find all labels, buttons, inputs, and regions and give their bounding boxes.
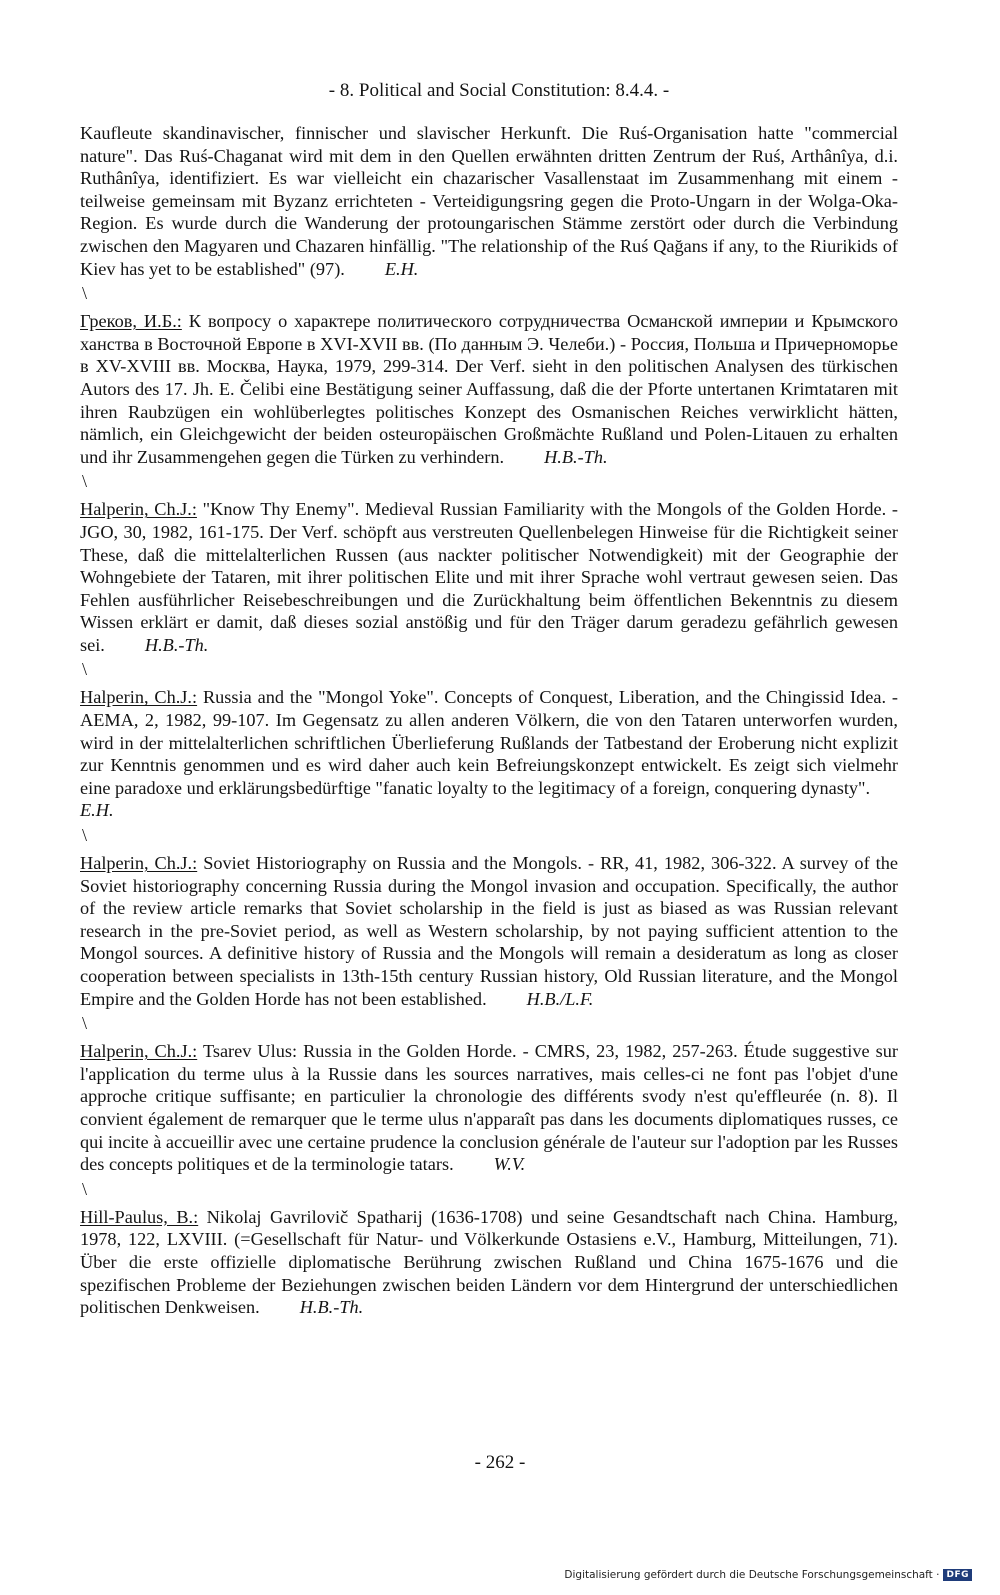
document-page bbox=[80, 80, 898, 1319]
entry-separator: \ bbox=[82, 825, 88, 846]
dfg-logo: DFG bbox=[943, 1569, 972, 1581]
intro-reviewer: E.H. bbox=[384, 258, 419, 279]
bibliography-entry-1 bbox=[80, 310, 898, 468]
footer-text: Digitalisierung gefördert durch die Deutsche Forschungsgemeinschaft · bbox=[564, 1569, 940, 1581]
bibliography-entry-3 bbox=[80, 686, 898, 822]
bibliography-entry-2 bbox=[80, 498, 898, 656]
entry-author: Hill-Paulus, B.: bbox=[80, 1206, 199, 1227]
entry-separator: \ bbox=[82, 659, 88, 680]
entry-author: Halperin, Ch.J.: bbox=[80, 853, 198, 874]
bibliography-entry-6 bbox=[80, 1206, 898, 1319]
entry-separator: \ bbox=[82, 283, 88, 304]
page-number: - 262 - bbox=[474, 1452, 526, 1473]
entry-text: К вопросу о характере политического сотрудничества Османской империи и Крымского ханства в Восточной Европе в XVI-XVII вв. (По данным Э. Челеби.) - Россия, Польша и Причерноморье в XV-XVIII вв. Москва, Наука, 1979, 299-314. Der Verf. sieht in den politischen Analysen des türkischen Autors des 17. Jh. E. Čelibi eine Bestätigung seiner Auffassung, daß die der Pforte untertanen Krimtataren mit ihren Raubzügen ein wohlüberlegtes politisches Konzept des Osmanischen Reiches verwirklicht hätten, nämlich, ein Gleichgewicht der beiden osteuropäischen Großmächte Rußland und Polen-Litauen zu erhalten und ihr Zusammengehen gegen die Türken zu verhindern. bbox=[80, 311, 898, 467]
entry-text: "Know Thy Enemy". Medieval Russian Familiarity with the Mongols of the Golden Horde. - JGO, 30, 1982, 161-175. Der Verf. schöpft aus verstreuten Quellenbelegen Hinweise für die Richtigkeit seiner These, daß die mittelalterlichen Russen (aus nackter politischer Notwendigkeit) mit der Geographie der Wohngebiete der Tataren, mit ihrer politischen Elite und mit ihrer Sprache wohl vertraut gewesen seien. Das Fehlen ausführlicher Reisebeschreibungen und die Zurückhaltung beim öffentlichen Bekenntnis zu diesem Wissen erklärt er damit, daß dieses sozial anstößig und für den Träger darum geradezu gefährlich gewesen sei. bbox=[80, 499, 898, 655]
entry-text: Russia and the "Mongol Yoke". Concepts of Conquest, Liberation, and the Chingissid Idea. - AEMA, 2, 1982, 99-107. Im Gegensatz zu allen anderen Völkern, die von den Tataren unterworfen wurden, wird in der mittelalterlichen schriftlichen Überlieferung Rußlands der Tatbestand der Eroberung nicht explizit zur Kenntnis genommen und es wird daher auch kein Befreiungskonzept entwickelt. Es zeigt sich vielmehr eine paradoxe und erklärungsbedürftige "fanatic loyalty to the legitimacy of a foreign, conquering dynasty". bbox=[80, 687, 898, 798]
intro-paragraph bbox=[80, 122, 898, 280]
entry-separator: \ bbox=[82, 1013, 88, 1034]
entry-reviewer: H.B./L.F. bbox=[526, 988, 594, 1009]
entry-text: Tsarev Ulus: Russia in the Golden Horde. - CMRS, 23, 1982, 257-263. Étude suggestive sur l'application du terme ulus à la Russie dans les sources narratives, mais celles-ci ne font pas l'objet d'une approche critique suffisante; en particulier la chronologie des différents svody n'est qu'effleurée (n. 8). Il convient également de remarquer que le terme ulus n'apparaît pas dans les documents diplomatiques russes, ce qui incite à accueillir avec une certaine prudence la conclusion générale de l'auteur sur l'adoption par les Russes des concepts politiques et de la terminologie tatars. bbox=[80, 1041, 898, 1175]
bibliography-entry-5 bbox=[80, 1040, 898, 1176]
entry-reviewer: E.H. bbox=[80, 800, 114, 821]
entry-author: Halperin, Ch.J.: bbox=[80, 499, 197, 520]
entry-reviewer: H.B.-Th. bbox=[544, 446, 608, 467]
entry-reviewer: H.B.-Th. bbox=[299, 1297, 364, 1318]
entry-author: Греков, И.Б.: bbox=[80, 311, 182, 332]
entry-separator: \ bbox=[82, 1178, 88, 1199]
intro-text: Kaufleute skandinavischer, finnischer und slavischer Herkunft. Die Ruś-Organisation hatte "commercial nature". Das Ruś-Chaganat wird mit dem in den Quellen erwähnten dritten Zentrum der Ruś, Arthânîya, d.i. Ruthânîya, identifiziert. Es war vielleicht ein chazarischer Vasallenstaat im Zusammenhang mit einem - teilweise gemeinsam mit Byzanz errichteten - Verteidigungsring gegen die Proto-Ungarn in der Wolga-Oka-Region. Es wurde durch die Wanderung der protoungarischen Stämme zerstört oder durch die Verbindung zwischen den Magyaren und Chazaren hinfällig. "The relationship of the Ruś Qağans if any, to the Riurikids of Kiev has yet to be established" (97). bbox=[80, 123, 898, 279]
entry-text: Nikolaj Gavrilovič Spatharij (1636-1708) und seine Gesandtschaft nach China. Hamburg, 1978, 122, LXVIII. (=Gesellschaft für Natur- und Völkerkunde Ostasiens e.V., Hamburg, Mitteilungen, 71). Über die erste offizielle diplomatische Berührung zwischen Rußland und China 1675-1676 und die spezifischen Probleme der Beziehungen zwischen beiden Ländern vor dem Hintergrund der unterschiedlichen politischen Denkweisen. bbox=[80, 1206, 898, 1318]
entry-author: Halperin, Ch.J.: bbox=[80, 1041, 198, 1062]
running-head: - 8. Political and Social Constitution: 8.4.4. - bbox=[328, 80, 670, 101]
entry-text: Soviet Historiography on Russia and the Mongols. - RR, 41, 1982, 306-322. A survey of the Soviet historiography concerning Russia during the Mongol invasion and occupation. Specifically, the author of the review article remarks that Soviet scholarship in the field is just as biased as was Russian relevant research in the pre-Soviet period, as well as Western scholarship, by not paying sufficient attention to the Mongol sources. A definitive history of Russia and the Mongols will remain a desideratum as long as closer cooperation between specialists in 13th-15th century Russian history, Old Russian literature, and the Mongol Empire and the Golden Horde has not been established. bbox=[80, 853, 898, 1009]
entry-reviewer: H.B.-Th. bbox=[144, 634, 209, 655]
entry-author: Halperin, Ch.J.: bbox=[80, 687, 198, 708]
digitization-footer bbox=[564, 1569, 972, 1581]
entry-separator: \ bbox=[82, 471, 88, 492]
entry-reviewer: W.V. bbox=[493, 1154, 526, 1175]
bibliography-entry-4 bbox=[80, 852, 898, 1010]
